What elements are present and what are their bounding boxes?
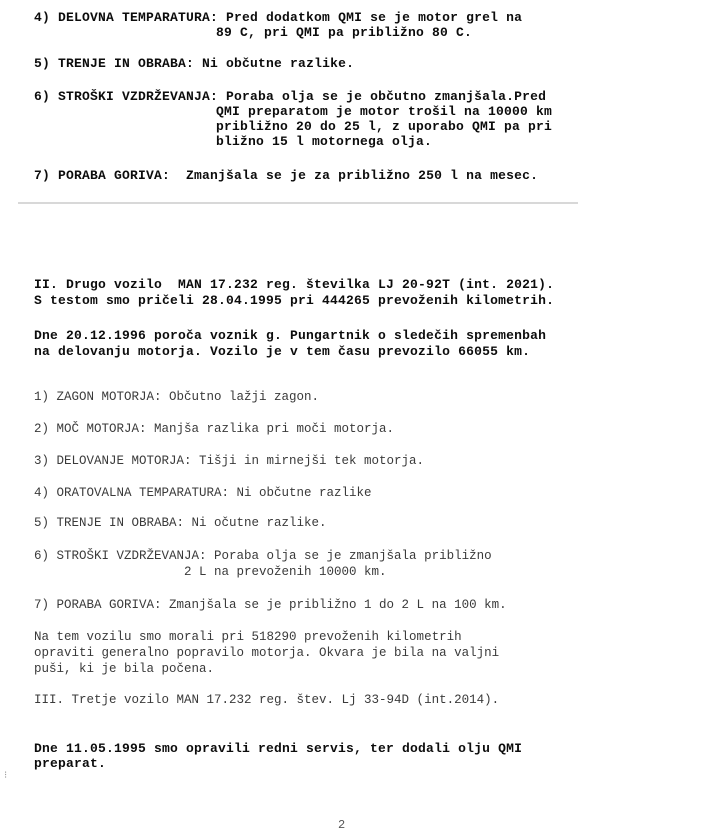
second-item-2: 2) MOČ MOTORJA: Manjša razlika pri moči motorja.	[34, 422, 395, 436]
scan-speck: ⁝	[4, 771, 8, 782]
repair-line-2: opraviti generalno popravilo motorja. Okvara je bila na valjni	[34, 646, 500, 660]
second-item-7: 7) PORABA GORIVA: Zmanjšala se je približno 1 do 2 L na 100 km.	[34, 598, 507, 612]
item-4-line-2: 89 C, pri QMI pa približno 80 C.	[216, 25, 473, 40]
divider	[18, 202, 578, 204]
second-vehicle-start: S testom smo pričeli 28.04.1995 pri 444265 prevoženih kilometrih.	[34, 293, 555, 308]
third-vehicle-title: III. Tretje vozilo MAN 17.232 reg. štev. Lj 33-94D (int.2014).	[34, 693, 500, 707]
item-6-line-2: QMI preparatom je motor trošil na 10000 km	[216, 104, 553, 119]
repair-line-1: Na tem vozilu smo morali pri 518290 prevoženih kilometrih	[34, 630, 462, 644]
item-6-line-1: 6) STROŠKI VZDRŽEVANJA: Poraba olja se je občutno zmanjšala.Pred	[34, 89, 547, 104]
item-5: 5) TRENJE IN OBRABA: Ni občutne razlike.	[34, 56, 355, 71]
item-7: 7) PORABA GORIVA: Zmanjšala se je za približno 250 l na mesec.	[34, 168, 539, 183]
repair-line-3: puši, ki je bila počena.	[34, 662, 215, 676]
item-4-line-1: 4) DELOVNA TEMPARATURA: Pred dodatkom QMI se je motor grel na	[34, 10, 523, 25]
second-item-4: 4) ORATOVALNA TEMPARATURA: Ni občutne razlike	[34, 486, 372, 500]
second-item-6-line-2: 2 L na prevoženih 10000 km.	[34, 565, 387, 579]
second-item-6-line-1: 6) STROŠKI VZDRŽEVANJA: Poraba olja se je zmanjšala približno	[34, 549, 492, 563]
page-number: 2	[338, 818, 346, 832]
service-line-1: Dne 11.05.1995 smo opravili redni servis, ter dodali olju QMI	[34, 741, 523, 756]
item-6-line-4: bližno 15 l motornega olja.	[216, 134, 433, 149]
second-vehicle-report-1: Dne 20.12.1996 poroča voznik g. Pungartnik o sledečih spremenbah	[34, 328, 547, 343]
second-item-5: 5) TRENJE IN OBRABA: Ni očutne razlike.	[34, 516, 327, 530]
second-vehicle-report-2: na delovanju motorja. Vozilo je v tem času prevozilo 66055 km.	[34, 344, 531, 359]
service-line-2: preparat.	[34, 756, 107, 771]
second-vehicle-title: II. Drugo vozilo MAN 17.232 reg. številka LJ 20-92T (int. 2021).	[34, 277, 555, 292]
second-item-1: 1) ZAGON MOTORJA: Občutno lažji zagon.	[34, 390, 320, 404]
item-6-line-3: približno 20 do 25 l, z uporabo QMI pa pri	[216, 119, 553, 134]
second-item-3: 3) DELOVANJE MOTORJA: Tišji in mirnejši tek motorja.	[34, 454, 425, 468]
